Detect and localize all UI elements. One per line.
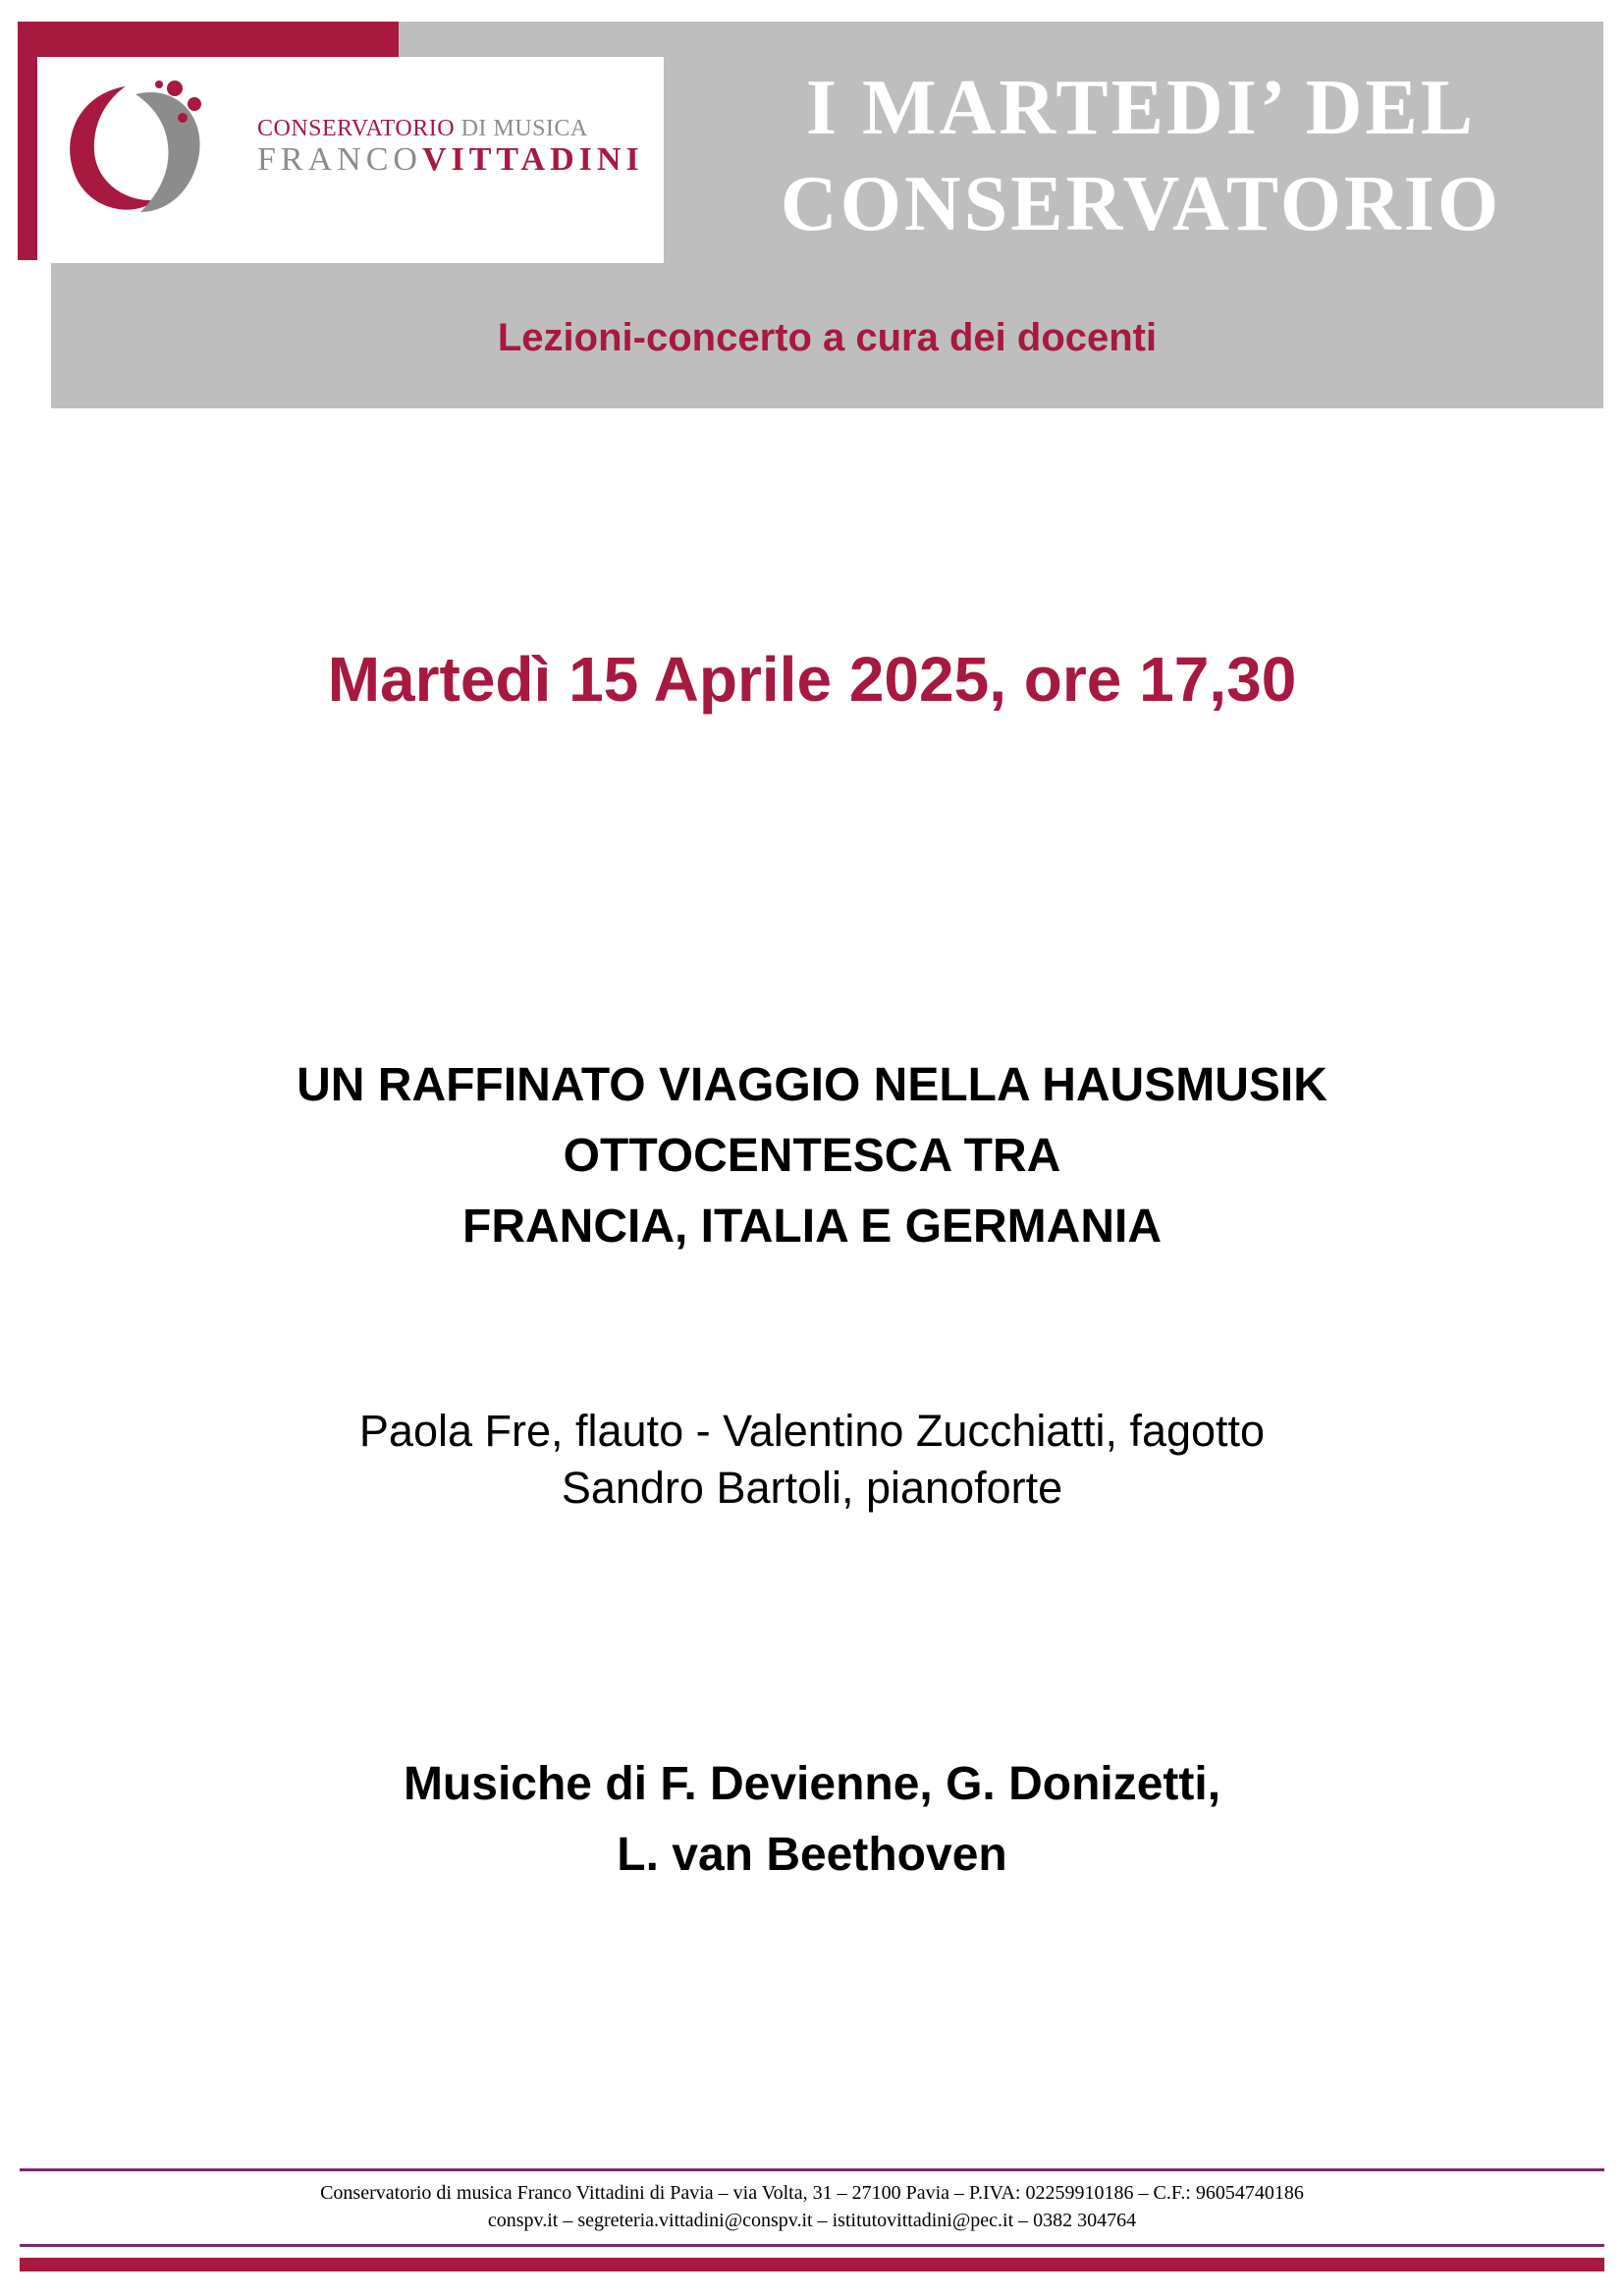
footer-contacts: conspv.it – segreteria.vittadini@conspv.it – istitutovittadini@pec.it – 0382 304764 (487, 2210, 1137, 2231)
footer-divider-thin (20, 2244, 1604, 2247)
logo-vittadini: VITTADINI (421, 141, 644, 178)
series-title-line-1: I MARTEDI’ DEL (805, 65, 1477, 151)
performers-line-1: Paola Fre, flauto - Valentino Zucchiatti, fagotto (358, 1406, 1266, 1456)
performers-line-2: Sandro Bartoli, pianoforte (561, 1463, 1063, 1513)
conservatorio-logo-icon (57, 75, 244, 222)
logo-conservatorio: CONSERVATORIO (257, 116, 456, 141)
logo-text-bottom (257, 141, 644, 179)
footer-divider-top (20, 2168, 1604, 2171)
concert-title-line-1: UN RAFFINATO VIAGGIO NELLA HAUSMUSIK (297, 1059, 1327, 1111)
event-date: Martedì 15 Aprile 2025, ore 17,30 (327, 644, 1297, 715)
footer-address: Conservatorio di musica Franco Vittadini di Pavia – via Volta, 31 – 27100 Pavia – P.IVA: 02259910186 – C.F.: 96054740186 (320, 2182, 1304, 2204)
logo-franco: FRANCO (257, 141, 422, 178)
logo-di-musica: DI MUSICA (455, 116, 588, 141)
concert-title-line-2: OTTOCENTESCA TRA (563, 1130, 1061, 1182)
footer-divider-thick (20, 2258, 1604, 2271)
logo-text-top (257, 116, 630, 142)
composers-line-1: Musiche di F. Devienne, G. Donizetti, (403, 1758, 1221, 1810)
concert-title-line-3: FRANCIA, ITALIA E GERMANIA (462, 1201, 1162, 1253)
series-title-line-2: CONSERVATORIO (780, 161, 1502, 247)
composers-line-2: L. van Beethoven (617, 1829, 1007, 1881)
series-subtitle: Lezioni-concerto a cura dei docenti (497, 316, 1158, 359)
